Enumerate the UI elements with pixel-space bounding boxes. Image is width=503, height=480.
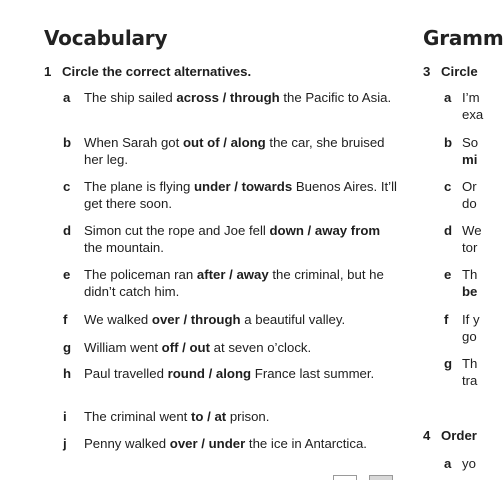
item-letter: f (444, 312, 449, 327)
exercise-number: 3 (423, 64, 431, 79)
item-letter: a (444, 456, 452, 471)
item-text-line-2: do (462, 196, 477, 211)
item-letter: e (63, 267, 71, 282)
sentence-text: prison. (226, 409, 270, 424)
item-text (84, 178, 399, 212)
item-letter: g (444, 356, 453, 371)
answer-options[interactable]: over / through (151, 312, 241, 327)
item-letter: d (63, 223, 72, 238)
sentence-text: William went (84, 340, 162, 355)
item-text (84, 222, 399, 256)
item-text-line-1: We (462, 223, 482, 238)
answer-options[interactable]: over / under (169, 436, 246, 451)
exercise-instruction: Circle (441, 64, 478, 79)
sentence-text: the mountain. (84, 240, 164, 255)
item-letter: c (444, 179, 452, 194)
answer-options[interactable]: out of / along (182, 135, 266, 150)
item-text-line-2: exa (462, 107, 484, 122)
item-letter: h (63, 366, 72, 381)
item-text (84, 339, 399, 356)
sentence-text: When Sarah got (84, 135, 183, 150)
answer-options[interactable]: round / along (167, 366, 252, 381)
sentence-text: Simon cut the rope and Joe fell (84, 223, 270, 238)
item-text (84, 266, 399, 300)
item-text (84, 134, 399, 168)
answer-options[interactable]: under / towards (193, 179, 293, 194)
item-text-line-1: If y (462, 312, 480, 327)
sentence-text: the Pacific to Asia. (279, 90, 392, 105)
item-text-line-1: Th (462, 356, 478, 371)
sentence-text: Penny walked (84, 436, 170, 451)
sentence-text: the criminal, but he didn’t catch him. (84, 267, 384, 299)
exercise-number: 4 (423, 428, 431, 443)
sentence-text: at seven o’clock. (210, 340, 312, 355)
sentence-text: the car, she bruised her leg. (84, 135, 385, 167)
item-text-line-2: go (462, 329, 477, 344)
page-tab-box (369, 475, 393, 480)
sentence-text: a beautiful valley. (240, 312, 346, 327)
exercise-number: 1 (44, 64, 52, 79)
vocabulary-heading: Vocabulary (44, 26, 168, 50)
exercise-1-heading (44, 64, 251, 79)
item-text-line-2: tra (462, 373, 478, 388)
answer-options[interactable]: across / through (176, 90, 280, 105)
item-letter: f (63, 312, 68, 327)
item-letter: d (444, 223, 453, 238)
exercise-4-heading (423, 428, 477, 443)
sentence-text: France last summer. (251, 366, 375, 381)
item-letter: a (63, 90, 71, 105)
item-text (84, 365, 399, 382)
item-text-line-1: yo (462, 456, 476, 471)
item-letter: b (63, 135, 72, 150)
item-text-line-1: I’m (462, 90, 480, 105)
item-text-line-1: Or (462, 179, 477, 194)
exercise-3-heading (423, 64, 478, 79)
item-letter: i (63, 409, 67, 424)
item-text-line-1: Th (462, 267, 478, 282)
item-letter: e (444, 267, 452, 282)
item-text-line-2: mi (462, 152, 478, 167)
item-text (84, 408, 399, 425)
item-letter: a (444, 90, 452, 105)
exercise-instruction: Order (441, 428, 477, 443)
item-text-line-2: tor (462, 240, 478, 255)
exercise-instruction: Circle the correct alternatives. (62, 64, 252, 79)
sentence-text: The plane is flying (84, 179, 194, 194)
item-text-line-1: So (462, 135, 479, 150)
answer-options[interactable]: after / away (196, 267, 269, 282)
item-letter: j (63, 436, 67, 451)
sentence-text: Paul travelled (84, 366, 168, 381)
answer-options[interactable]: to / at (191, 409, 227, 424)
page-tab-box (333, 475, 357, 480)
item-text (84, 435, 399, 452)
sentence-text: The ship sailed (84, 90, 177, 105)
answer-options[interactable]: down / away from (269, 223, 381, 238)
item-letter: b (444, 135, 453, 150)
item-text (84, 89, 399, 106)
answer-options[interactable]: off / out (161, 340, 211, 355)
item-letter: g (63, 340, 72, 355)
grammar-heading: Gramm (423, 26, 503, 50)
item-text (84, 311, 399, 328)
sentence-text: the ice in Antarctica. (245, 436, 367, 451)
item-letter: c (63, 179, 71, 194)
sentence-text: Buenos Aires. It’ll get there soon. (84, 179, 397, 211)
item-text-line-2: be (462, 284, 478, 299)
sentence-text: The criminal went (84, 409, 192, 424)
sentence-text: The policeman ran (84, 267, 197, 282)
sentence-text: We walked (84, 312, 152, 327)
